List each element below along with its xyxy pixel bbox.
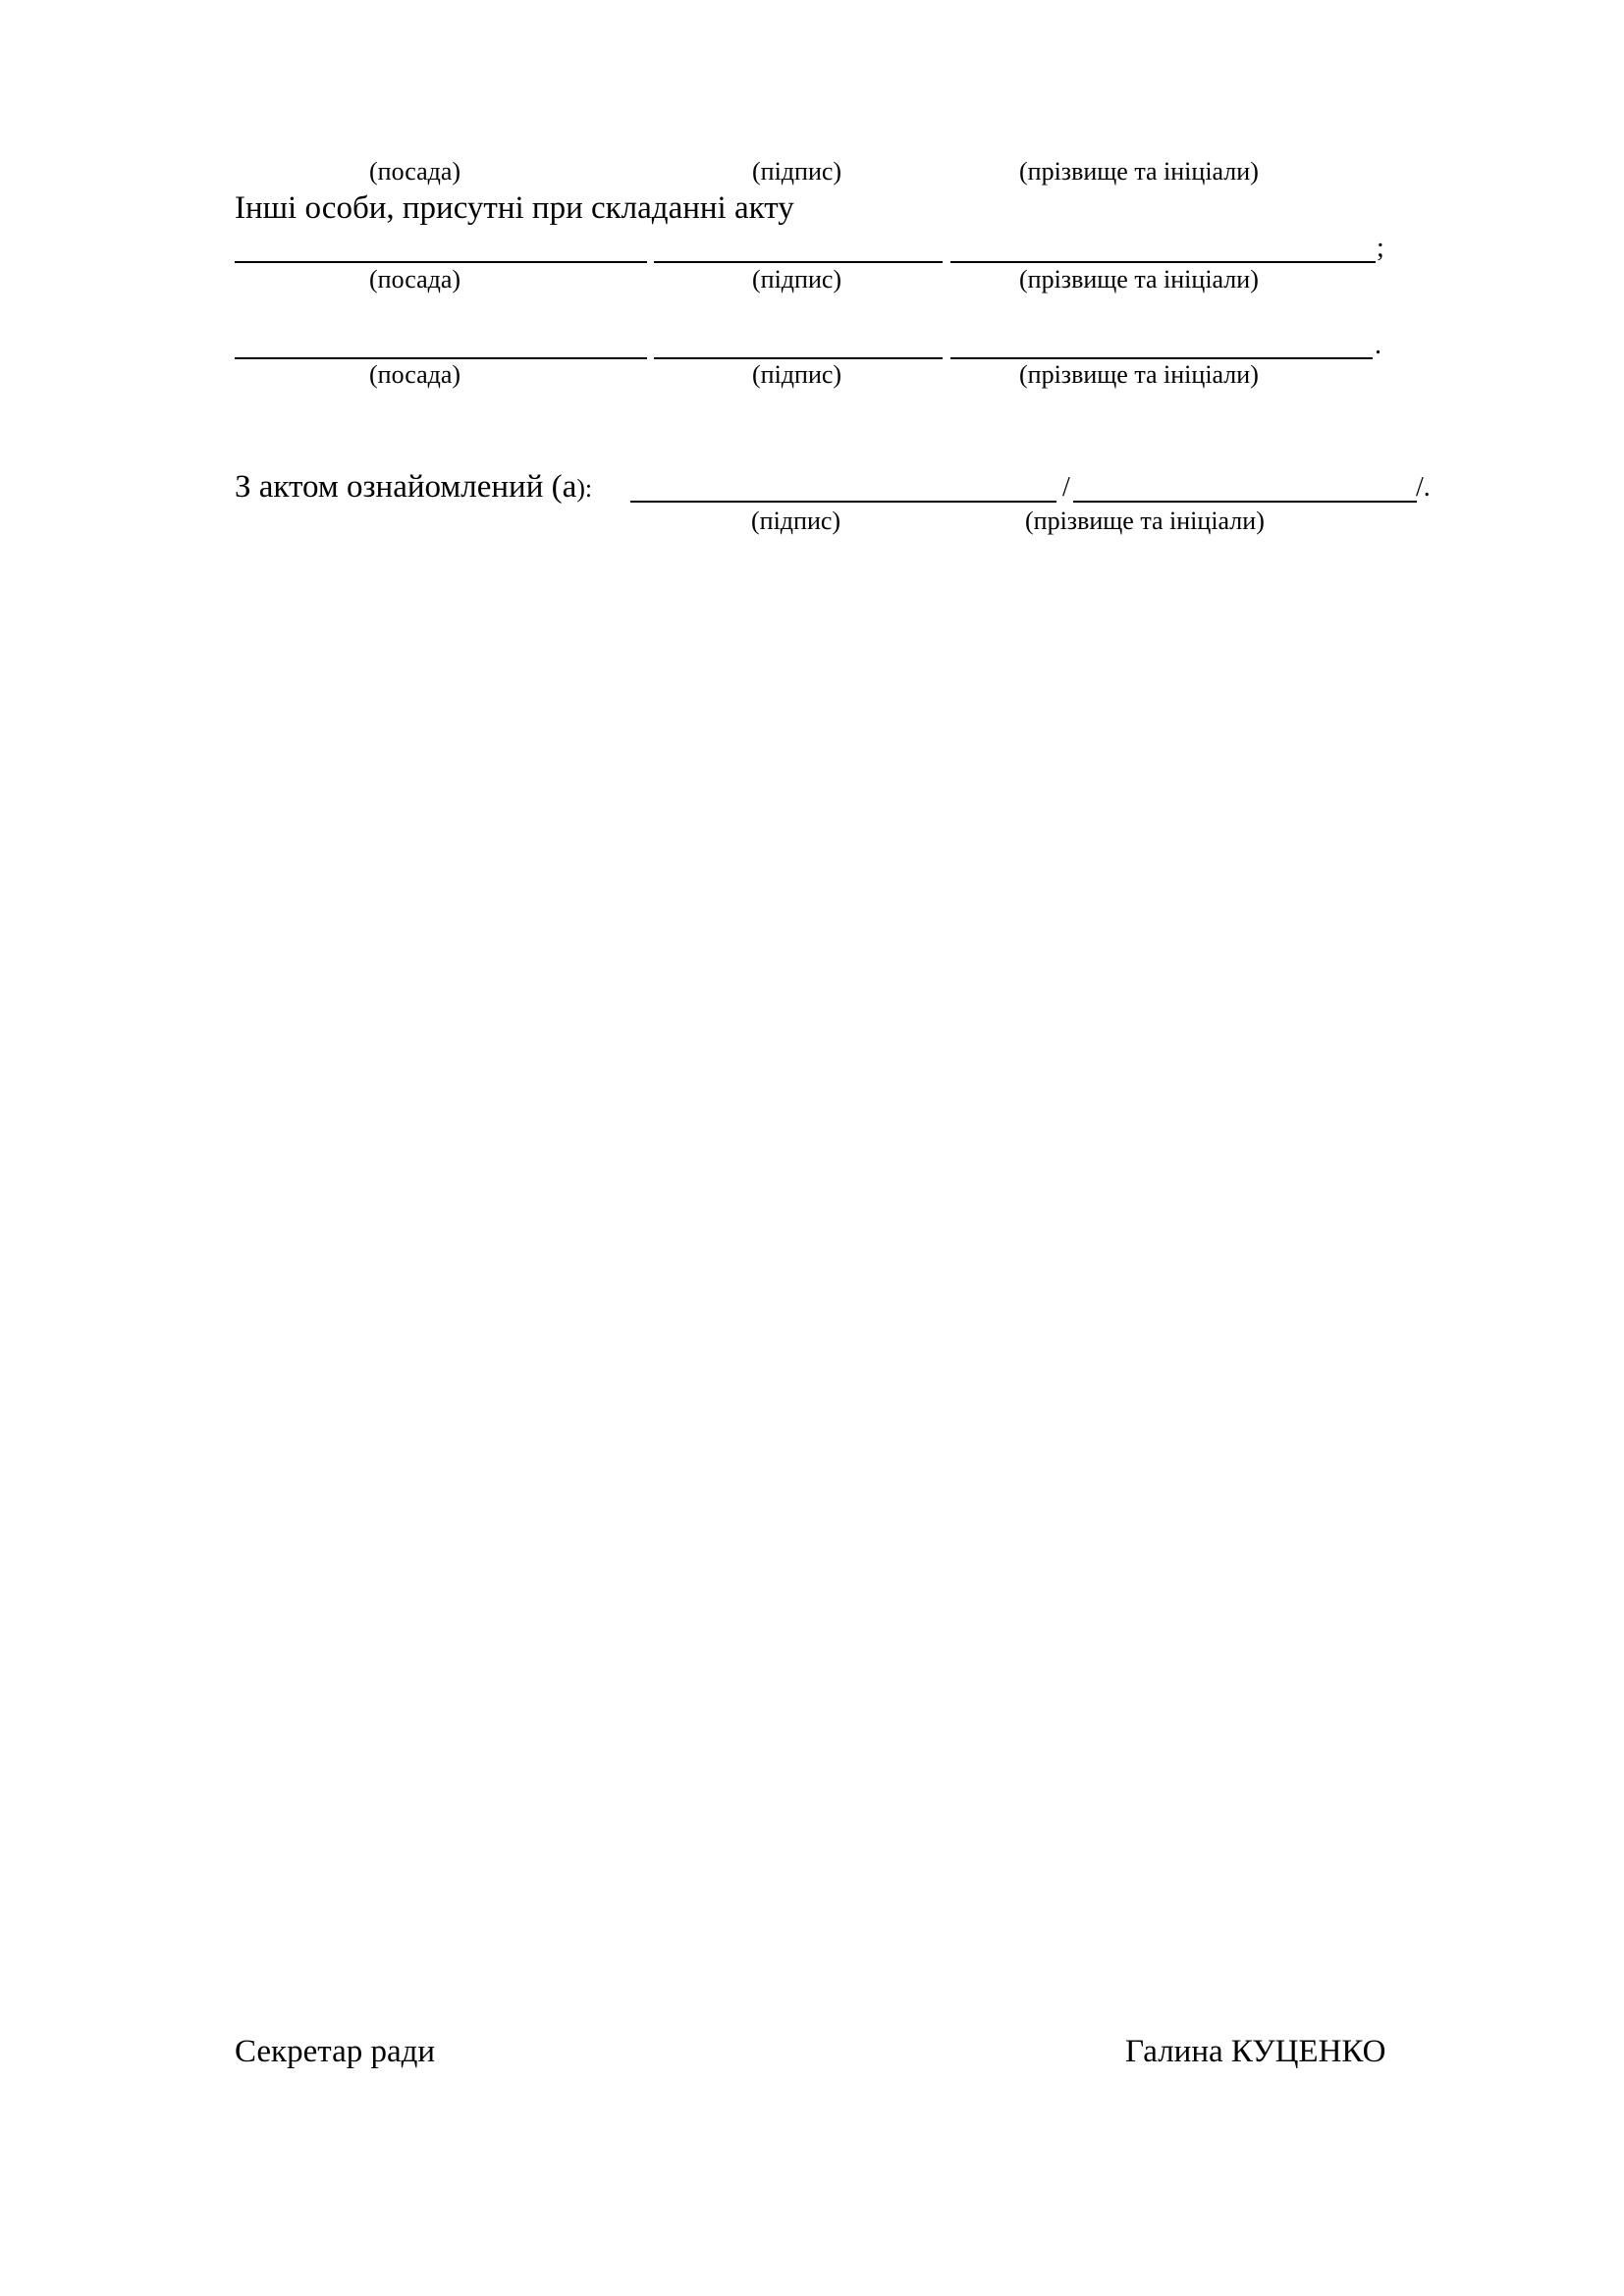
slash-separator: /: [1062, 472, 1070, 503]
secretary-name: Галина КУЦЕНКО: [1125, 2034, 1386, 2069]
caption-position: (посада): [369, 360, 461, 389]
caption-position: (посада): [369, 157, 461, 186]
others-heading: Інші особи, присутні при складанні акту: [235, 190, 794, 226]
caption-signature: (підпис): [751, 507, 841, 535]
caption-signature: (підпис): [752, 360, 842, 389]
row-end-punct: .: [1375, 330, 1381, 360]
acquainted-label-main: З актом ознайомлений (а: [235, 469, 577, 505]
caption-name: (прізвище та ініціали): [1019, 157, 1259, 186]
acquainted-signature-line[interactable]: [630, 501, 1056, 503]
caption-name: (прізвище та ініціали): [1019, 265, 1259, 294]
caption-position: (посада): [369, 265, 461, 294]
caption-name: (прізвище та ініціали): [1019, 360, 1259, 389]
caption-name: (прізвище та ініціали): [1025, 507, 1265, 535]
acquainted-label-tail: ):: [576, 474, 593, 503]
secretary-title: Секретар ради: [235, 2034, 436, 2069]
acquainted-label: [235, 468, 592, 507]
row-end-punct: ;: [1377, 233, 1384, 263]
caption-signature: (підпис): [752, 157, 842, 186]
slash-end: /.: [1416, 472, 1431, 503]
name-field-line[interactable]: [950, 261, 1376, 263]
signature-field-line[interactable]: [654, 261, 943, 263]
signature-field-line[interactable]: [654, 357, 943, 359]
position-field-line[interactable]: [235, 261, 647, 263]
position-field-line[interactable]: [235, 357, 647, 359]
acquainted-name-line[interactable]: [1073, 501, 1417, 503]
name-field-line[interactable]: [950, 357, 1373, 359]
caption-signature: (підпис): [752, 265, 842, 294]
